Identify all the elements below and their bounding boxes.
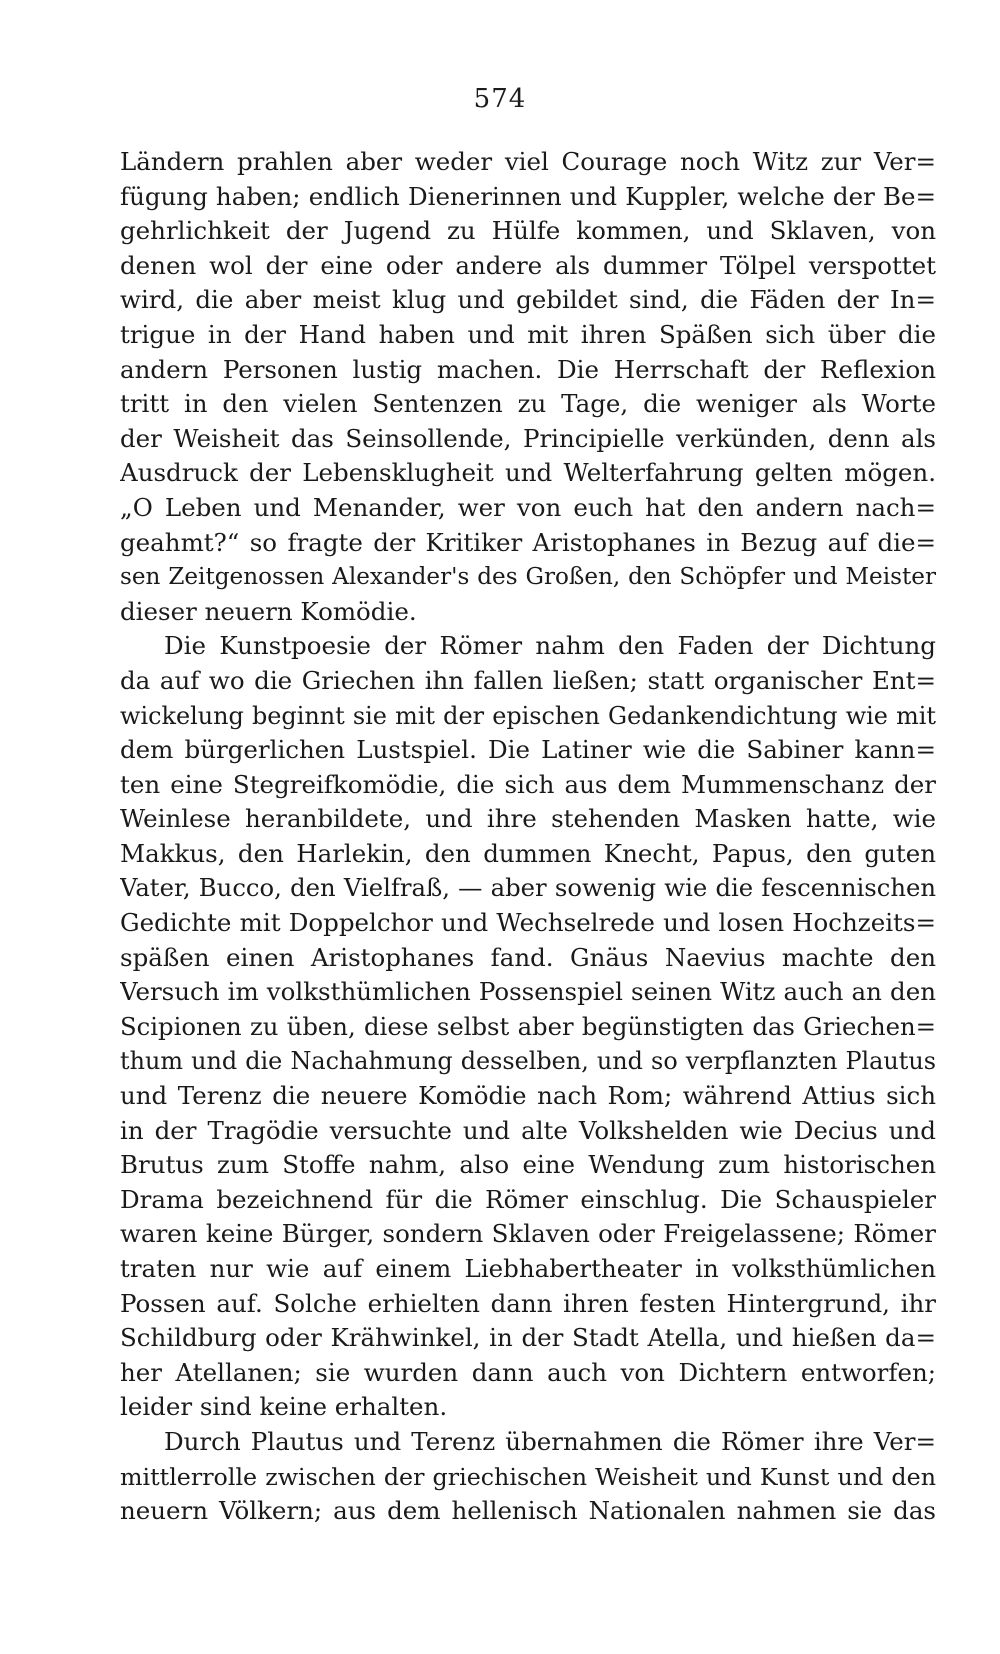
text-line: sen Zeitgenossen Alexander's des Großen, den Schöpfer und Meister [120, 564, 936, 591]
text-line: Drama bezeichnend für die Römer einschlug. Die Schauspieler [120, 1184, 936, 1214]
text-line: Schildburg oder Krähwinkel, in der Stadt Atella, und hießen da= [120, 1323, 936, 1353]
text-line: in der Tragödie versuchte und alte Volkshelden wie Decius und [120, 1115, 936, 1145]
paragraph-2 [120, 629, 936, 1425]
text-line: und Terenz die neuere Komödie nach Rom; während Attius sich [120, 1081, 936, 1111]
text-line: dem bürgerlichen Lustspiel. Die Latiner wie die Sabiner kann= [120, 735, 936, 765]
text-line: Durch Plautus und Terenz übernahmen die Römer ihre Ver= [164, 1426, 936, 1456]
text-line: Gedichte mit Doppelchor und Wechselrede und losen Hochzeits= [120, 908, 936, 938]
text-line: Ausdruck der Lebensklugheit und Welterfahrung gelten mögen. [120, 458, 936, 488]
text-line: wickelung beginnt sie mit der epischen Gedankendichtung wie mit [120, 701, 936, 730]
paragraph-1 [120, 145, 936, 629]
text-line: fügung haben; endlich Dienerinnen und Kuppler, welche der Be= [120, 181, 936, 211]
paragraph-3 [120, 1425, 936, 1529]
text-line: leider sind keine erhalten. [120, 1392, 448, 1422]
text-line: Brutus zum Stoffe nahm, also eine Wendung zum historischen [120, 1150, 936, 1180]
body-text [120, 145, 936, 1529]
text-line: tritt in den vielen Sentenzen zu Tage, die weniger als Worte [120, 389, 936, 419]
text-line: Die Kunstpoesie der Römer nahm den Faden der Dichtung [164, 631, 936, 661]
text-line: Vater, Bucco, den Vielfraß, — aber sowenig wie die fescennischen [120, 873, 936, 903]
text-line: Versuch im volksthümlichen Possenspiel seinen Witz auch an den [120, 977, 936, 1007]
text-line: dieser neuern Komödie. [120, 596, 417, 626]
text-line: Possen auf. Solche erhielten dann ihren festen Hintergrund, ihr [120, 1288, 936, 1318]
text-line: denen wol der eine oder andere als dummer Tölpel verspottet [120, 250, 936, 280]
text-line: wird, die aber meist klug und gebildet sind, die Fäden der In= [120, 285, 936, 315]
text-line: andern Personen lustig machen. Die Herrschaft der Reflexion [120, 354, 936, 384]
text-line: ten eine Stegreifkomödie, die sich aus dem Mummenschanz der [120, 769, 936, 799]
text-line: Scipionen zu üben, diese selbst aber begünstigten das Griechen= [120, 1011, 936, 1041]
text-line: traten nur wie auf einem Liebhabertheater in volksthümlichen [120, 1254, 936, 1283]
text-line: her Atellanen; sie wurden dann auch von Dichtern entworfen; [120, 1357, 936, 1387]
text-line: „O Leben und Menander, wer von euch hat den andern nach= [120, 492, 936, 522]
text-line: waren keine Bürger, sondern Sklaven oder Freigelassene; Römer [120, 1219, 936, 1249]
page-number: 574 [473, 84, 527, 114]
text-line: Weinlese heranbildete, und ihre stehenden Masken hatte, wie [120, 804, 936, 834]
text-line: da auf wo die Griechen ihn fallen ließen; statt organischer Ent= [120, 665, 936, 695]
text-line: der Weisheit das Seinsollende, Principielle verkünden, denn als [120, 423, 936, 453]
text-line: thum und die Nachahmung desselben, und so verpflanzten Plautus [120, 1047, 936, 1076]
text-line: späßen einen Aristophanes fand. Gnäus Naevius machte den [120, 942, 936, 972]
text-line: neuern Völkern; aus dem hellenisch Nationalen nahmen sie das [120, 1496, 936, 1526]
text-line: geahmt?“ so fragte der Kritiker Aristophanes in Bezug auf die= [120, 527, 936, 557]
text-line: Ländern prahlen aber weder viel Courage noch Witz zur Ver= [120, 147, 936, 176]
text-line: mittlerrolle zwischen der griechischen Weisheit und Kunst und den [120, 1462, 936, 1491]
text-line: trigue in der Hand haben und mit ihren Späßen sich über die [120, 319, 936, 349]
text-line: gehrlichkeit der Jugend zu Hülfe kommen, und Sklaven, von [120, 216, 936, 246]
text-line: Makkus, den Harlekin, den dummen Knecht, Papus, den guten [120, 838, 936, 868]
